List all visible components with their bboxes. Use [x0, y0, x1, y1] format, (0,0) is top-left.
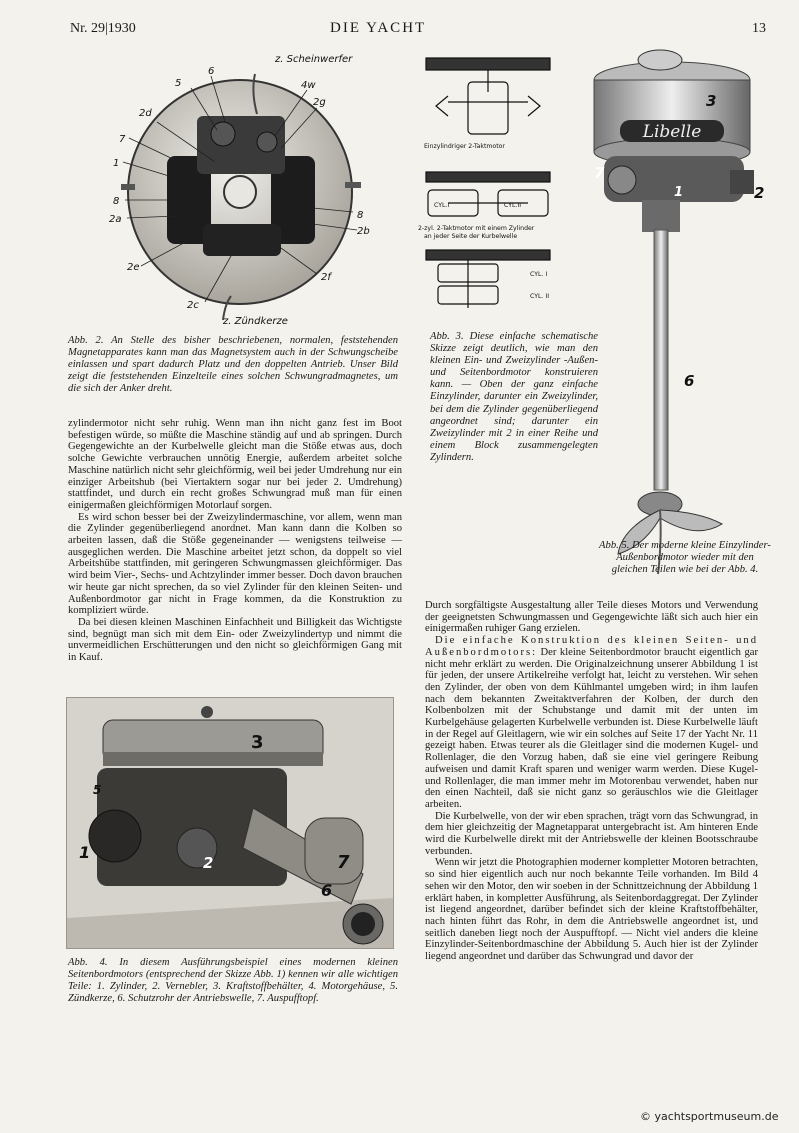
right-paragraph-1: Durch sorgfältigste Ausgestaltung aller Teile dieses Motors und Verwendung der geeignetsten Schwungmassen und Gegengewichte läßt sich auch hier ein einigermaßen ruhiger Gang erzielen.	[425, 600, 758, 635]
fig2-label-2a: 2a	[109, 214, 122, 225]
fig4-label-5: 5	[93, 783, 102, 797]
fig2-label-6: 6	[208, 66, 215, 77]
fig2-label-2c: 2c	[187, 300, 199, 311]
fig3-cyl-b: CYL. II	[530, 293, 550, 300]
fig2-label-7: 7	[119, 134, 126, 145]
fig5-label-2: 2	[754, 184, 765, 202]
figure-4-caption: Abb. 4. In diesem Ausführungsbeispiel eines modernen kleinen Seitenbordmotors (entsprechend der Skizze Abb. 1) kennen wir alle wichtigen Teile: 1. Zylinder, 2. Vernebler, 3. Kraftstoffbehälter, 4. Motorgehäuse, 5. Zündkerze, 6. Schutzrohr der Antriebswelle, 7. Auspufftopf.	[68, 957, 398, 1005]
left-paragraph-2: Es wird schon besser bei der Zweizylindermaschine, vor allem, wenn man die Zylinder gegenüberliegend anordnet. Man kann dann die Kolben so arbeiten lassen, daß die Stöße gegeneinander — wenigstens teilweise — ausgeglichen werden. Die Maschine arbeitet jetzt schon, da doppelt so viel Arbeitshübe stattfinden, mit geringeren Schwungmassen gleichförmiger. Das wird beim Vier-, Sechs- und Achtzylinder immer besser. Doch davon brauchen wir heute gar nicht sprechen, da so viel Zylinder für den kleinen Seiten- und Außenbordmotor gar nicht in Frage kommen, da die Konstruktion zu kompliziert würde.	[68, 511, 402, 617]
fig5-label-6: 6	[684, 372, 695, 390]
fig3-cyl-2: CYL.II	[504, 202, 522, 209]
left-paragraph-3: Da bei diesen kleinen Maschinen Einfachheit und Billigkeit das Wichtigste sind, begnügt man sich mit dem Ein- oder Zweizylindertyp und nimmt die unvermeidlichen Erschütterungen und den nicht so gleichförmigen Gang mit in Kauf.	[68, 616, 402, 664]
fig5-label-3: 3	[706, 92, 717, 110]
left-column-text	[68, 418, 402, 664]
fig5-label-7: 7	[594, 164, 605, 182]
right-paragraph-3: Die Kurbelwelle, von der wir eben sprachen, trägt vorn das Schwungrad, in dem hier gleichzeitig der Magnetapparat untergebracht ist. Am hinteren Ende wird die Kurbelwelle direkt mit der Antriebswelle der kleinen Bootsschraube verbunden.	[425, 810, 758, 857]
copyright-watermark: © yachtsportmuseum.de	[640, 1110, 779, 1123]
issue-number: Nr. 29|1930	[70, 21, 136, 36]
fig3-label-single: Einzylindriger 2-Taktmotor	[424, 143, 505, 150]
fig2-label-8-right: 8	[357, 210, 364, 221]
fig4-label-1: 1	[79, 843, 91, 862]
fig2-label-2g: 2g	[313, 97, 326, 108]
fig2-label-zuendkerze: z. Zündkerze	[223, 316, 288, 327]
fig3-cyl-1: CYL.I	[434, 202, 450, 209]
fig2-label-2f: 2f	[321, 272, 331, 283]
fig3-cyl-a: CYL. I	[530, 271, 548, 278]
fig3-label-twin-a: 2-zyl. 2-Taktmotor mit einem Zylinder	[418, 225, 535, 232]
figure-3-schematic	[418, 52, 558, 322]
fig2-label-4w: 4w	[301, 80, 316, 91]
right-paragraph-2-text: Der kleine Seitenbordmotor braucht eigentlich gar nicht mehr erklärt zu werden. Die Originalzeichnung unserer Abbildung 1 ist für jeden, der unsere Artikelreihe verfolgt hat, leicht zu verstehen. Wir sehen den Zylinder, der oben von dem Kühlmantel umgeben wird; in ihm laufen nach dem bekannten Zweitaktverfahren der Kolben, der durch den Kolbenbolzen mit der Schubstange und damit mit der unten im Kurbelgehäuse gelagerten Kurbelwelle verbunden ist. Diese Kurbelwelle läuft in der Regel auf Gleitlagern, wie wir ein solches auf Seite 17 der Yacht Nr. 11 gezeigt haben. Etwas teurer als die Gleitlager sind die modernen Kugel- und Rollenlager, die den Vorzug haben, daß sie eine viel geringere Reibung aufweisen und damit Kraft sparen und weniger warm werden. Diese Kugel- und Rollenlager, die man immer mehr im Motorenbau verwendet, haben nur den einen Nachteil, daß sie nicht ganz so geräuschlos wie die Gleitlager arbeiten.	[425, 646, 758, 810]
figure-2-magneto-photo	[105, 52, 395, 330]
fig2-label-2d: 2d	[139, 108, 152, 119]
fig4-label-3: 3	[251, 732, 264, 753]
figure-3-caption: Abb. 3. Diese einfache schematische Skizze zeigt deutlich, wie man den kleinen Ein- und Zweizylinder -Außen- und Seitenbordmotor konstruieren kann. — Oben der ganz einfache Einzylinder, darunter ein Zweizylinder, bei dem die Zylinder gegenüberliegend angeordnet sind; darunter ein Zweizylinder mit 2 in einer Reihe und einem Block zusammengelegten Zylindern.	[430, 331, 598, 463]
section-heading: Die einfache Konstruktion des kleinen Seiten- und Außenbordmotors:	[425, 635, 758, 658]
fig2-label-5: 5	[175, 78, 182, 89]
right-column-text	[425, 600, 758, 963]
figure-5-caption: Abb. 5. Der moderne kleine Einzylinder-Außenbordmotor wieder mit den gleichen Teilen wie bei der Abb. 4.	[599, 540, 771, 576]
figure-4-motor-photo	[66, 697, 394, 949]
fig2-label-scheinwerfer: z. Scheinwerfer	[275, 54, 353, 65]
fig2-label-1: 1	[113, 158, 120, 169]
fig5-label-1: 1	[674, 185, 684, 200]
journal-title: DIE YACHT	[330, 20, 427, 36]
figure-2-caption: Abb. 2. An Stelle des bisher beschriebenen, normalen, feststehenden Magnetapparates kann man das Magnetsystem auch in der Schwungscheibe einlassen und spart dadurch Platz und den doppelten Antrieb. Unser Bild zeigt die feststehenden Einzelteile eines solchen Schwungradmagnetes, um die sich der Anker dreht.	[68, 335, 398, 395]
right-paragraph-2	[425, 635, 758, 811]
page-number: 13	[752, 21, 766, 36]
right-paragraph-4: Wenn wir jetzt die Photographien moderner kompletter Motoren betrachten, so sind hier eigentlich auch nur noch bekannte Teile vorhanden. Im Bild 4 sehen wir den Motor, den wir soeben in der Schnittzeichnung der Abbildung 1 erklärt haben, in kompletter Ausführung, als Seitenbordaggregat. Der Zylinder ist liegend angeordnet, darüber befindet sich der kleine Kraftstoffbehälter, nach hinten führt das Rohr, in dem die Antriebswelle angeordnet ist, und seitlich daneben liegt noch der Auspufftopf. — Nicht viel anders die kleine Einzylinder-Seitenbordmaschine der Abbildung 5. Auch hier ist der Zylinder liegend angeordnet und darüber das Schwungrad und davor der	[425, 857, 758, 963]
fig4-label-6: 6	[321, 881, 333, 900]
fig5-brand-label: Libelle	[642, 122, 702, 142]
fig2-label-2b: 2b	[357, 226, 370, 237]
left-paragraph-1: zylindermotor nicht sehr ruhig. Wenn man ihn nicht ganz fest im Boot befestigen würde, so müßte die Maschine ständig auf und ab springen. Durch Gegengewichte an der Kurbelwelle gleicht man die Stöße etwas aus, doch solche Gewichte verbrauchen unnötig Energie, außerdem arbeitet solche Maschine natürlich nicht sehr gleichförmig, weil bei jeder Umdrehung nur ein einziger Arbeitshub (bei Viertaktern sogar nur bei jeder 2. Umdrehung) stattfindet, und durch ein recht großes Schwungrad muß man für einen einigermaßen gleichförmigen Motorlauf sorgen.	[68, 418, 402, 511]
figure-5-libelle-motor	[580, 40, 780, 585]
fig2-label-2e: 2e	[127, 262, 140, 273]
fig3-label-twin-b: an jeder Seite der Kurbelwelle	[424, 233, 518, 240]
fig4-label-2: 2	[203, 854, 214, 872]
fig4-label-7: 7	[337, 852, 350, 873]
fig2-label-8-left: 8	[113, 196, 120, 207]
